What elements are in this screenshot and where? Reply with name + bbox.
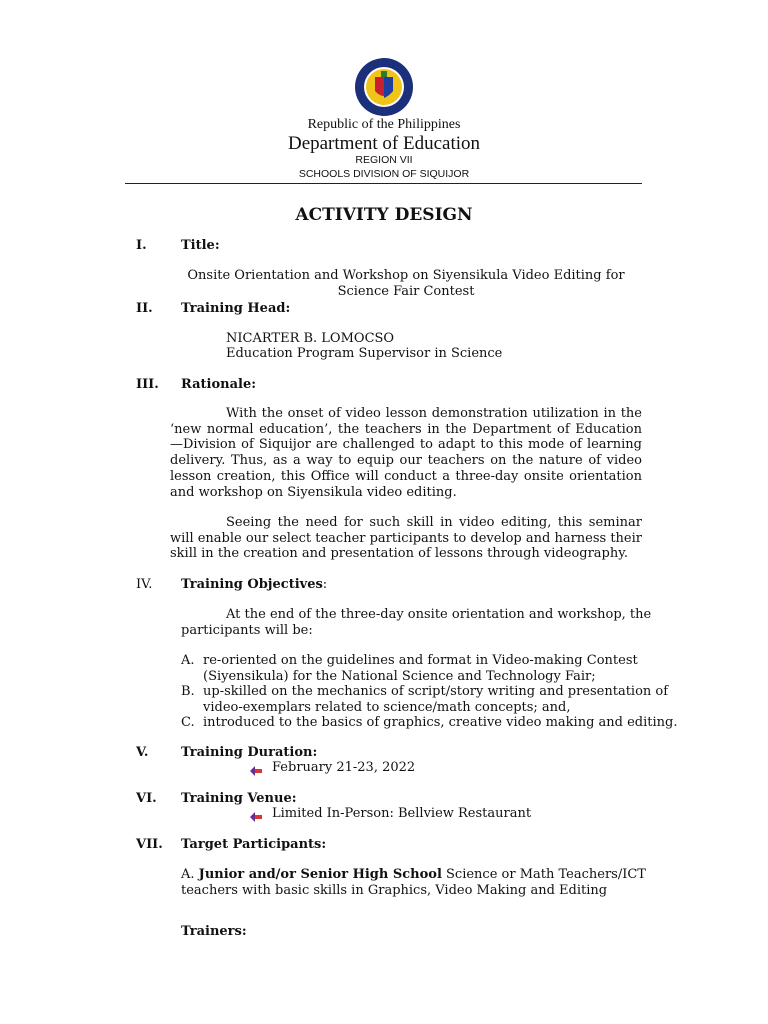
arrow-bullet-icon — [249, 808, 263, 820]
republic-line: Republic of the Philippines — [307, 117, 461, 132]
objective-letter: A. — [181, 653, 195, 668]
participants-line-1: A. Junior and/or Senior High School Science or Math Teachers/ICT — [181, 867, 646, 882]
objectives-intro-cont: participants will be: — [181, 623, 313, 638]
section-number: II. — [136, 301, 153, 316]
deped-seal — [345, 57, 423, 117]
objective-letter: C. — [181, 715, 195, 730]
training-venue: Limited In-Person: Bellview Restaurant — [272, 806, 532, 821]
rationale-paragraph-1 — [170, 406, 642, 500]
objective-item: re-oriented on the guidelines and format in Video-making Contest (Siyensikula) for the National Science and Technology Fair; — [203, 653, 638, 684]
header-divider — [125, 183, 642, 184]
division-line: SCHOOLS DIVISION OF SIQUIJOR — [298, 168, 470, 180]
participants-line-2: teachers with basic skills in Graphics, Video Making and Editing — [181, 883, 608, 898]
section-number: IV. — [136, 577, 153, 592]
section-number: VII. — [136, 837, 163, 852]
section-number: V. — [136, 745, 149, 760]
section-heading-venue: Training Venue: — [181, 791, 297, 806]
rationale-text: With the onset of video lesson demonstration utilization in the ‘new normal education’, the teachers in the Department of Education—Division of Siquijor are challenged to adapt to this mode of learning delivery. Thus, as a way to equip our teachers on the nature of video lesson creation, this Office will conduct a three-day onsite orientation and workshop on Siyensikula video editing. — [170, 406, 642, 500]
section-heading-objectives: Training Objectives: — [181, 577, 328, 592]
objective-item: up-skilled on the mechanics of script/story writing and presentation of video-exemplars related to science/math concepts; and, — [203, 684, 669, 715]
section-heading-trainers: Trainers: — [181, 924, 247, 939]
section-number: VI. — [136, 791, 157, 806]
section-number: I. — [136, 238, 147, 253]
department-name: Department of Education — [287, 133, 481, 154]
activity-title-line: Science Fair Contest — [337, 283, 475, 299]
section-heading-rationale: Rationale: — [181, 377, 257, 392]
section-heading-participants: Target Participants: — [181, 837, 327, 852]
activity-title-line: Onsite Orientation and Workshop on Siyensikula Video Editing for — [187, 268, 625, 283]
arrow-bullet-icon — [249, 762, 263, 774]
objective-item: introduced to the basics of graphics, creative video making and editing. — [203, 715, 678, 730]
rationale-paragraph-2 — [170, 515, 642, 562]
rationale-text: Seeing the need for such skill in video editing, this seminar will enable our select teacher participants to develop and harness their skill in the creation and presentation of lessons through videography. — [170, 515, 642, 562]
document-title: ACTIVITY DESIGN — [295, 205, 473, 225]
section-number: III. — [136, 377, 159, 392]
section-heading-duration: Training Duration: — [181, 745, 318, 760]
objectives-intro: At the end of the three-day onsite orientation and workshop, the — [226, 607, 652, 622]
training-head-position: Education Program Supervisor in Science — [226, 346, 503, 361]
region-line: REGION VII — [355, 154, 413, 166]
training-head-name: NICARTER B. LOMOCSO — [226, 331, 395, 346]
section-heading-title: Title: — [181, 238, 220, 253]
section-heading-training-head: Training Head: — [181, 301, 291, 316]
objective-letter: B. — [181, 684, 195, 699]
training-duration: February 21-23, 2022 — [272, 760, 416, 775]
activity-title — [170, 268, 642, 299]
